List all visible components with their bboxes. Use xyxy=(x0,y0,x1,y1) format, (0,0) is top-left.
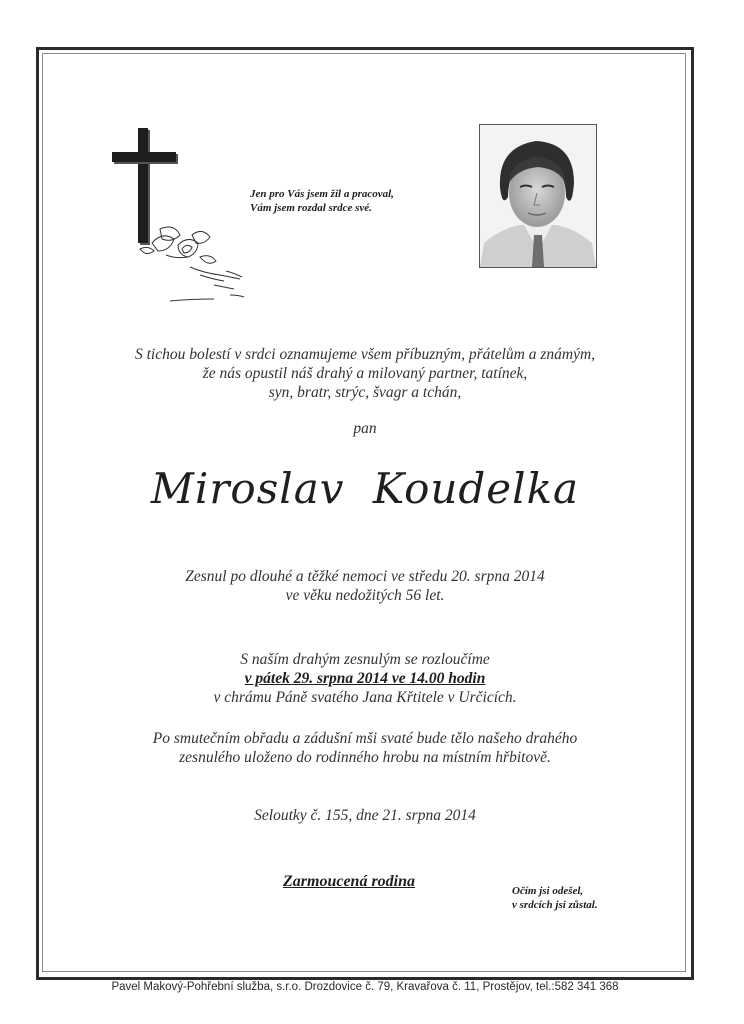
motto xyxy=(250,187,450,215)
epitaph-line-2: v srdcích jsi zůstal. xyxy=(512,899,598,911)
honorific: pan xyxy=(353,420,377,437)
announcement xyxy=(60,345,670,402)
burial-line-2: zesnulého uloženo do rodinného hrobu na místním hřbitově. xyxy=(179,749,551,766)
death-info-line-1: Zesnul po dlouhé a těžké nemoci ve středu 20. srpna 2014 xyxy=(185,568,545,585)
death-info xyxy=(60,567,670,605)
portrait-image xyxy=(480,125,596,267)
farewell-date-time: v pátek 29. srpna 2014 ve 14.00 hodin xyxy=(244,670,486,687)
death-info-line-2: ve věku nedožitých 56 let. xyxy=(285,587,445,604)
place-date: Seloutky č. 155, dne 21. srpna 2014 xyxy=(254,807,476,824)
family-signature: Zarmoucená rodina xyxy=(283,873,416,890)
epitaph-line-1: Očím jsi odešel, xyxy=(512,885,584,897)
motto-line-1: Jen pro Vás jsem žil a pracoval, xyxy=(250,188,394,200)
funeral-service-footer: Pavel Makový-Pohřební služba, s.r.o. Drozdovice č. 79, Kravařova č. 11, Prostějov, tel.:582 341 368 xyxy=(111,981,619,993)
burial-info xyxy=(60,729,670,767)
announcement-line-3: syn, bratr, strýc, švagr a tchán, xyxy=(268,384,462,401)
motto-line-2: Vám jsem rozdal srdce své. xyxy=(250,202,372,214)
announcement-line-1: S tichou bolestí v srdci oznamujeme všem příbuzným, přátelům a známým, xyxy=(134,346,596,363)
epitaph xyxy=(512,884,598,912)
burial-line-1: Po smutečním obřadu a zádušní mši svaté bude tělo našeho drahého xyxy=(152,730,578,747)
announcement-line-2: že nás opustil náš drahý a milovaný partner, tatínek, xyxy=(202,365,528,382)
farewell-line-1: S naším drahým zesnulým se rozloučíme xyxy=(240,651,490,668)
deceased-photo xyxy=(479,124,597,268)
deceased-name: Miroslav Koudelka xyxy=(150,464,580,513)
roses-illustration xyxy=(130,215,260,305)
farewell xyxy=(60,650,670,707)
farewell-location: v chrámu Páně svatého Jana Křtitele v Určicích. xyxy=(213,689,517,706)
